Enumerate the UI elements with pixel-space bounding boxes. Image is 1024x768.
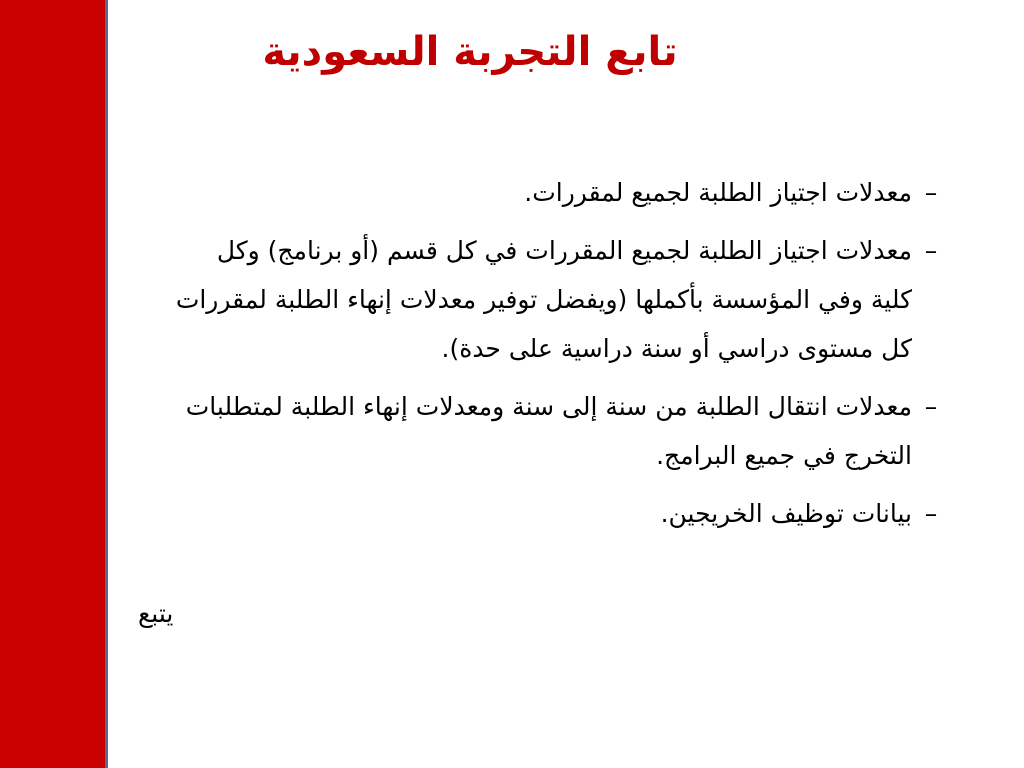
dash-bullet-icon: – [924, 392, 938, 421]
bullet-item-4 [174, 489, 944, 538]
dash-bullet-icon: – [924, 236, 938, 265]
decorative-side-bar [0, 0, 108, 768]
bullet-item-1 [174, 168, 944, 217]
continued-note: يتبع [138, 599, 174, 628]
slide-title: تابع التجربة السعودية [262, 29, 678, 75]
bullet-item-2 [174, 226, 944, 373]
bullet-list [174, 168, 944, 547]
bullet-item-3 [174, 382, 944, 480]
bullet-text: معدلات اجتياز الطلبة لجميع المقررات في كل قسم (أو برنامج) وكل كلية وفي المؤسسة بأكملها (ويفضل توفير معدلات إنهاء الطلبة لمقررات كل مستوى دراسي أو سنة دراسية على حدة). [175, 236, 912, 363]
bullet-text: بيانات توظيف الخريجين. [660, 499, 912, 528]
dash-bullet-icon: – [924, 178, 938, 207]
bullet-text: معدلات اجتياز الطلبة لجميع لمقررات. [524, 178, 912, 207]
bullet-text: معدلات انتقال الطلبة من سنة إلى سنة ومعدلات إنهاء الطلبة لمتطلبات التخرج في جميع البرامج. [185, 392, 912, 470]
dash-bullet-icon: – [924, 499, 938, 528]
